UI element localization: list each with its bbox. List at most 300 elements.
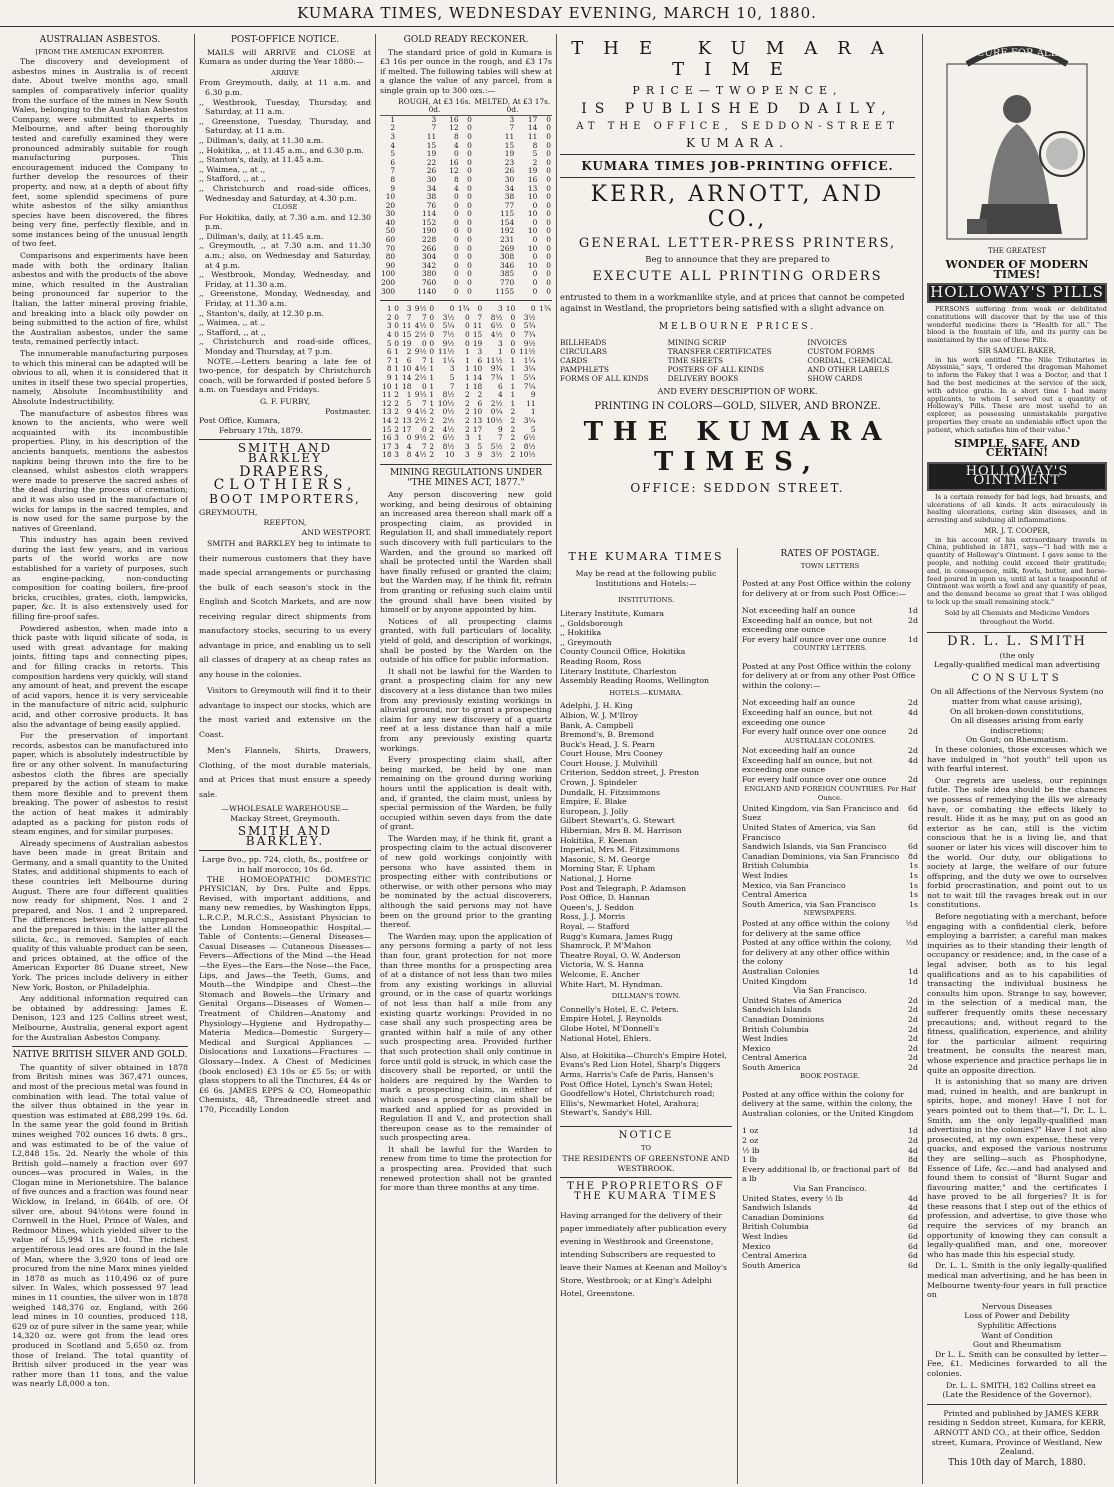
asbestos-source: [FROM THE AMERICAN EXPORTER. (35, 47, 165, 56)
country-rates (742, 698, 918, 736)
rate-row (742, 1165, 918, 1184)
mining-paragraph: It shall be lawful for the Warden to renew from time to time the protection for a prospecting area. Provided that such renewed protection shall not be granted for more than three months at any time. (380, 1144, 552, 1193)
holloway-sold: Sold by all Chemists and Medicine Vendors throughout the World. (944, 608, 1090, 627)
gold-cell: 19 (402, 338, 412, 348)
close-item: ,, Stanton's, daily, at 12.30 p.m. (199, 308, 324, 318)
rate-amount: 2d (908, 1043, 918, 1053)
gold-cell: 342 (422, 260, 437, 270)
gold-cell: 10 (382, 381, 392, 391)
mining-paragraph: Notices of all prospecting claims granted, with full particulars of locality, yield of gold, and description of workings, shall be posted by the Warden on the outside of his office for public information. (380, 616, 552, 665)
holloway-greatest: THE GREATEST (988, 246, 1046, 255)
gold-cell: 9 (497, 424, 503, 434)
gold-cell: 770 (500, 278, 515, 288)
close-heading: CLOSE (272, 203, 298, 212)
gold-cell: 4½ (414, 321, 427, 331)
rate-amount: 4d (908, 1193, 918, 1203)
gold-cell: 10½ (519, 450, 536, 460)
seal-text: CURE FOR ALL (976, 48, 1058, 59)
rate-row (742, 635, 918, 645)
hotel-item: Imperial, Mrs M. Fitzsimmons (560, 845, 680, 855)
gold-cell: 5 (449, 372, 455, 382)
gold-cell: 0 (510, 338, 516, 348)
rate-amount: ½d (905, 918, 918, 928)
gold-cell: 2 (510, 415, 516, 425)
gold-cell: 0 (546, 243, 551, 253)
asbestos-paragraph: The manufacture of asbestos fibres was known to the ancients, who were well acquainted with its incombustible properties. Pliny, in his description of the ancients banquets, mentions the asbestos napkins being thrown into the fire to be cleansed, whilst asbestos cloth wrappers were made to preserve the sacred ashes of the dead during the process of cremation; and it was also used in the manufacture of wicks for lamps in the sacred temples, and is now used for the same purpose by the natives of Greenland. (12, 408, 188, 533)
cooper-text: in his account of his extraordinary travels in China, published in 1871, says—"I had with me a quantity of Holloway's Ointment. I gave some to the people, and nothing could exceed their gratitude; and, in consequence, milk, fowls, butter, and horse-feed poured in upon us, until at last a teaspoonful of Ointment was worth a fowl and any quantity of peas, and the demand became so great that I was obliged to lock up the small remaining stock." (927, 535, 1107, 607)
gold-cell: 8 (390, 174, 396, 184)
rate-row (742, 890, 918, 900)
rate-row (742, 756, 918, 775)
rate-row (742, 1261, 918, 1271)
gold-cell: 13 (527, 183, 538, 193)
gold-cell: 0 (465, 330, 470, 339)
rate-label: British Columbia (742, 1222, 809, 1232)
gold-cell: 1 (406, 390, 412, 400)
rate-row (742, 938, 918, 967)
gold-cell: 10½ (486, 415, 503, 425)
gold-cell: 17 (402, 424, 412, 434)
gold-cell: 1 (510, 372, 516, 382)
rate-label: Not exceeding half an ounce (742, 605, 856, 615)
gold-oz-row (380, 167, 552, 176)
postoffice-place: Post Office, Kumara, (199, 416, 281, 426)
gold-cell: 9 (406, 407, 412, 417)
every-description: AND EVERY DESCRIPTION OF WORK. (657, 386, 818, 396)
gold-cell: 0 (429, 338, 435, 348)
gold-cell: 5 (386, 338, 392, 348)
mining-paragraph: The Warden may, upon the application of any persons forming a party of not less than four, grant protection for not more than three months for a prospecting area of at a distance of not less than two miles from any existing workings in alluvial ground, or in the case of quartz workings of not less than half a mile from any existing quartz workings: Provided in no case shall any such prospecting area be granted within half a mile of any other such prospecting area. Provided further that such protection shall only continue in force until gold is struck, in which case the discovery shall be reported, or until the holders are required by the Warden to mark a prospecting claim, in either of which cases a prospecting claim shall be marked and applied for as provided in Regulation II and V., and protection shall thereupon cease as to the remainder of such prospecting area. (380, 931, 552, 1143)
rate-label: West Indies (742, 1231, 788, 1241)
hotel-item: Bremond's, B. Bremond (560, 730, 655, 740)
column-3 (380, 34, 552, 1484)
smith-consult-fee: Dr L. L. Smith can be consulted by letter—Fee, £1. Medicines forwarded to all the colonies. (927, 1349, 1107, 1378)
gold-cell: 3½ (442, 312, 455, 322)
close-item: ,, Christchurch and road-side offices, Monday and Thursday, at 7 p.m. (199, 337, 371, 356)
divider (560, 1177, 732, 1178)
institutions-heading: INSTITUTIONS. (617, 596, 675, 605)
gold-cell: 1 (465, 355, 470, 365)
times-line5: KUMARA. (685, 136, 790, 150)
gold-cell: 346 (500, 260, 515, 270)
gold-cell: 10 (472, 407, 483, 417)
rate-amount: 1d (908, 966, 918, 976)
institution-item: Assembly Reading Rooms, Wellington (560, 676, 710, 686)
printing-service-item: DELIVERY BOOKS (667, 374, 739, 384)
arrive-item: ,, Stanton's, daily, at 11.45 a.m. (199, 155, 324, 165)
institution-item: County Council Office, Hokitika (560, 647, 686, 657)
gold-cell: 38 (426, 192, 437, 202)
rate-amount: 2d (908, 1062, 918, 1072)
divider (199, 439, 371, 440)
homeopathic-lead: Large 8vo., pp. 724, cloth, 8s., postfree or in half morocco, 10s 6d. (201, 855, 369, 875)
mining-title: MINING REGULATIONS UNDER "THE MINES ACT, 1877." (389, 467, 543, 488)
gold-cell: 5 (532, 149, 538, 159)
institutions-intro: May be read at the following public Institutions and Hotels:— (575, 569, 717, 588)
gold-cell: 0 (532, 217, 538, 227)
simple-safe-certain: SIMPLE, SAFE, AND CERTAIN! (954, 436, 1080, 460)
hotels-list (560, 701, 732, 989)
gold-cell: 9½ (442, 338, 455, 348)
divider (560, 177, 915, 178)
smith-legally: Legally-qualified medical man advertising (934, 660, 1100, 670)
gold-cell: 26 (504, 166, 515, 176)
gold-cell: 9 (390, 183, 396, 193)
hotel-item: National, J. Horne (560, 874, 632, 883)
divider (12, 1046, 188, 1047)
book-rates (742, 1126, 918, 1184)
rate-label: Australian Colonies (742, 966, 820, 976)
smith-consult-lines (927, 687, 1107, 745)
rate-row (742, 775, 918, 785)
rate-label: 1 oz (742, 1126, 759, 1136)
gold-cell: 7 (390, 166, 396, 176)
arrive-item: ,, Westbrook, Tuesday, Thursday, and Saturday, at 11 a.m. (199, 97, 371, 117)
gold-cell: 0 (510, 321, 516, 331)
gold-cell: 10 (527, 260, 538, 270)
gold-cell: 5 (477, 441, 483, 451)
gold-oz-row (380, 253, 552, 262)
rate-label: Posted at any office within the colony, for delivery at any other office within the colony (742, 938, 892, 967)
sf2-rates (742, 1194, 918, 1271)
gold-cell: 0 (394, 321, 399, 331)
printing-service-item: CUSTOM FORMS (807, 346, 875, 356)
gold-cell: 11 (402, 321, 412, 331)
rate-amount: 6d (908, 1212, 918, 1222)
gold-cell: 0 (467, 269, 472, 279)
gold-cell: 2 (510, 441, 516, 451)
gold-cell: 0 (453, 235, 459, 245)
asbestos-paragraph: Any additional information required can be obtained by addressing: James E. Denison, 123 and 125 Collins street west, Melbourne, Australia, general export agent for the Australian Asbestos Company. (12, 994, 188, 1042)
printing-service-item: PAMPHLETS (560, 365, 609, 375)
sf-rates (742, 996, 918, 1073)
rate-row (742, 616, 918, 635)
gold-cell: 4 (406, 441, 412, 451)
times-office: OFFICE: SEDDON STREET. (630, 480, 845, 495)
asbestos-paragraph: The discovery and development of asbestos mines in Australia is of recent date. About twelve months ago, small samples of comparatively inferior quality from the surface of the mines in New South Wales, belonging to the Australian Asbestos Company, were submitted to experts in Melbourne, and after being thoroughly tested and carefully examined they were pronounced admirably suitable for rough manufacturing purposes. This encouragement induced the Company to further develop the resources of their property, and now, at a depth of about fifty feet, some splendid specimens of pure white asbestos of the silky amianthus species have been discovered, the fibres being very fine, perfectly flexible, and in some instances being of the unusual length of two feet. (12, 57, 188, 249)
gold-cell: 0 (477, 304, 483, 314)
gold-cell: 1¼ (523, 355, 536, 365)
printing-service-item: INVOICES (807, 337, 848, 347)
gold-cell: 7 (421, 312, 427, 322)
gold-cell: 50 (385, 226, 396, 236)
homeopathic-text: THE HOMOEOPATHIC DOMESTIC PHYSICIAN, by Drs. Pulte and Epps. Revised, with important additions, and many new remedies, by Washington Epps, L.R.C.P., M.R.C.S., Assistant Physician to the London Homoeopathic Hospital.—Table of Contents:—General Diseases—Casual Diseases — Cutaneous Diseases—Fevers—Affections of the Mind —the Head—the Eyes—the Ears—the Nose—the Face, Lips, and Jaws—the Teeth, Gums, and Mouth—the Windpipe and Chest—the Stomach and Bowels—the Urinary and Genital Organs—Diseases of Women—Treatment of Children—Anatomy and Physiology—Hygiene and Hydropathy—Materia Medica—Domestic Surgery—Medical and Surgical Appliances —Dislocations and Luxations—Fractures —Glossary—Index. A Chest of Medicines (book enclosed) £3 10s or £5 5s; or with glass stoppers to all the Tinctures, £4 4s or £6 6s. JAMES EPPS & CO, Homeopathic Chemists, 48, Threadneedle street and 170, Piccadilly London (199, 874, 371, 1114)
gold-oz-row (380, 202, 552, 211)
gold-oz-row (380, 133, 552, 142)
gold-cell: 0 (546, 157, 551, 167)
gold-cell: 0 (406, 433, 412, 443)
town-heading: TOWN LETTERS (800, 561, 860, 570)
gold-cell: 0 (546, 174, 551, 184)
masthead: KUMARA TIMES, WEDNESDAY EVENING, MARCH 10, 1880. (0, 4, 1114, 27)
gold-cell: 13 (472, 415, 483, 425)
divider (199, 850, 371, 851)
gold-cell: 12 (382, 398, 392, 408)
asbestos-paragraph: This industry has again been revived during the last few years, and in various parts of the world works are now established for a variety of purposes, such as engine-packing, non-conducting composition for coating boilers, fire-proof bricks, crucibles, grates, cloth, lampwicks, paper, &c. It is also extensively used for filling fire-proof safes. (12, 535, 188, 622)
rate-amount: 2d (908, 995, 918, 1005)
gold-cell: 10 (527, 192, 538, 202)
gold-cell: 4 (386, 330, 392, 339)
rate-row (742, 1034, 918, 1044)
rate-label: United States, every ½ lb (742, 1193, 843, 1203)
gold-cell: 6½ (490, 321, 503, 331)
gold-cell: 7 (421, 398, 427, 408)
gold-cell: 11 (426, 131, 437, 141)
gold-cell: 0 (453, 200, 459, 210)
gold-cell: 16 (382, 433, 392, 443)
gold-cell: 17 (472, 424, 483, 434)
close-item: ,, Greenstone, Monday, Wednesday, and Friday, at 11.30 a.m. (199, 289, 371, 309)
hotel-item: Court House, J. Mulvihill (560, 758, 658, 768)
gold-cell: 2 (532, 157, 538, 167)
gold-cell: 0 (394, 330, 399, 339)
rate-amount: 1d (908, 1126, 918, 1136)
rate-label: United Kingdom, via San Francisco and Suez (742, 803, 900, 823)
gold-cell: 2 (510, 433, 516, 443)
gold-cell: 114 (422, 209, 437, 219)
baker-text: in his work entitled "The Nile Tributaries in Abyssinia," says, "I ordered the dragoman Mahomet to inform the Fakey that I was a Doctor, and that I had the best medicines at the service of the sick, with advice gratis. In a short time I had many applicants, to whom I served out a quantity of Holloway's Pills. These are most useful to an explorer, as possessing unmistakable purgative properties they create an undeniable effect upon the patient, which satisfies him of their value." (927, 355, 1107, 434)
gold-cell: 19 (504, 149, 515, 159)
rate-amount: 4d (908, 1203, 918, 1213)
gold-cell: 16 (449, 114, 459, 124)
cooper-name: MR. J. T. COOPER, (984, 527, 1050, 536)
rate-row (742, 823, 918, 842)
gold-cell: 300 (381, 286, 396, 296)
gold-cell: 0 (453, 269, 459, 279)
gold-cell: 8½ (523, 441, 536, 451)
close-item: ,, Dillman's, daily, at 11.45 a.m. (199, 231, 324, 241)
gold-cell: 1155 (495, 286, 515, 296)
gold-cell: 0 (453, 217, 459, 227)
rate-amount: 2d (908, 1024, 918, 1034)
gold-cell: 76 (426, 200, 437, 210)
rate-amount: 4d (908, 707, 918, 717)
gold-cell: 2 (510, 450, 516, 460)
rate-amount: ½d (905, 938, 918, 948)
rate-label: Every additional lb, or fractional part of a lb (742, 1164, 900, 1184)
rate-row (742, 698, 918, 708)
gold-dwt-table (380, 305, 552, 460)
rate-label: West Indies (742, 871, 788, 880)
gold-cell: 0 (394, 312, 399, 322)
gold-cell: 1 (497, 347, 503, 357)
asbestos-paragraph: The innumerable manufacturing purposes to which this mineral can be adapted will be obvious to all, when it is considered that it unites in itself these two special properties, namely, Absolute Incombustibility and Absolute Indestructibility. (12, 349, 188, 406)
smith-paragraph: Our regrets are useless, our repinings futile. The sole idea should be the chances we possess of remedying the ills we already have, or combating the effects likely to result. Hide it as he may, put on as good an exterior as he can, still is the victim conscious that he is a living lie, and that sooner or later his vices will discover him to the world. Our duty, our obligations to society at large, the welfare of our future offspring, and the duty we owe to ourselves forbid procrastination, and point out to us not to wait till the ravages break out in our constitutions. (927, 775, 1107, 910)
rate-label: South America (742, 1260, 801, 1270)
asbestos-paragraph: Comparisons and experiments have been made with both the ordinary Italian asbestos and with the products of the above mine, which resulted in the Australian being pronounced far superior to the Italian, the latter mineral proving friable, and breaking into a black oily powder on being submitted to the action of fire, whilst the Australian asbestos, under the same tests, remained perfectly intact. (12, 251, 188, 347)
kerr-arnott-title: KERR, ARNOTT, AND CO., (590, 182, 885, 232)
close-list (199, 213, 371, 357)
postmaster-signature: G. F. FURBY, (259, 396, 311, 406)
gold-cell: 385 (500, 269, 515, 279)
institution-item: ,, Greymouth (560, 637, 612, 647)
gold-cell: 1 (465, 364, 470, 374)
gold-cell: 9 (530, 390, 536, 400)
gold-cell: 0 (467, 131, 472, 141)
gold-cell: 3 (465, 441, 470, 451)
job-printing-title: KUMARA TIMES JOB-PRINTING OFFICE. (581, 159, 894, 173)
gold-cell: 15 (382, 424, 392, 434)
gold-cell: 12 (449, 123, 459, 133)
drapers-paragraph: Visitors to Greymouth will find it to their advantage to inspect our stocks, which are the most varied and extensive on the Coast. (199, 686, 371, 739)
gold-cell: 2 (510, 407, 516, 417)
gold-cell: 2 (394, 398, 399, 408)
rate-row (742, 746, 918, 756)
gold-cell: 19 (472, 338, 483, 348)
gold-cell: 1¼ (442, 355, 455, 365)
divider (380, 464, 552, 465)
rate-label: Central America (742, 890, 807, 900)
printing-service-item: SHOW CARDS (807, 374, 863, 384)
drapers-body (199, 537, 371, 802)
gold-cell: 8 (532, 140, 538, 150)
gold-cell: 0 (467, 174, 472, 184)
dillman-item: Connelly's Hotel, E. C. Peters. (560, 1004, 679, 1014)
printing-services-grid (560, 338, 915, 384)
gold-cell: 19 (426, 149, 437, 159)
hotel-item: Queen's, J. Seddon (560, 902, 634, 912)
drapers-warehouse: —WHOLESALE WAREHOUSE— (221, 804, 349, 814)
gold-cell: 0 (546, 217, 551, 227)
gold-cell: 7¾ (523, 330, 536, 339)
book-intro: Posted at any office within the colony for delivery at the same, within the colony, the Australian colonies, or the United Kingdom (742, 1089, 914, 1119)
asbestos-paragraph: Already specimens of Australian asbestos have been made in great Britain and Germany, and a small quantity to the United States, and additional shipments to each of these countries left Melbourne during August. There are four different qualities now ready for shipment, Nos. 1 and 2 prepared, and Nos. 1 and 2 unprepared. The differences between the unprepared and the prepared in this: in the latter all the silicia, &c., is removed. Samples of each quality of this valuable product can be seen, and prices obtained, at the office of the American Exporter 86 Duane street, New York. The prices include delivery in either New York, Boston, or Philadelphia. (12, 838, 188, 992)
rate-label: British Columbia (742, 1024, 809, 1034)
hotel-item: Criterion, Seddon street, J. Preston (560, 768, 700, 778)
column-rule (194, 34, 195, 1484)
divider (927, 632, 1107, 633)
gold-cell: 18 (382, 450, 392, 460)
gold-cell: 0 (453, 226, 459, 236)
rate-amount: 2d (908, 615, 918, 625)
gold-cell: 380 (422, 269, 437, 279)
rate-amount: 2d (908, 698, 918, 708)
gold-title: GOLD READY RECKONER. (403, 35, 529, 45)
gold-oz-row (380, 279, 552, 288)
gold-cell: 0 (467, 252, 472, 262)
hotel-item: Gilbert Stewart's, G. Stewart (560, 816, 675, 826)
gold-cell: 0 (546, 278, 551, 288)
news-heading: NEWSPAPERS. (803, 909, 857, 918)
gold-oz-row (380, 245, 552, 254)
rate-amount: 2d (908, 1005, 918, 1015)
gold-cell: 34 (504, 183, 515, 193)
gold-cell: 11 (472, 321, 483, 331)
rate-amount: 1d (908, 976, 918, 986)
gold-cell: 0 (530, 304, 536, 314)
gold-cell: 18 (472, 381, 483, 391)
rate-label: Canadian Dominions (742, 1014, 824, 1024)
dillman-item: National Hotel, Ehlers. (560, 1033, 652, 1043)
gold-cell: 0 (421, 381, 427, 391)
rate-label: Mexico (742, 1043, 771, 1053)
rate-row (742, 842, 918, 852)
silver-paragraph: The quantity of silver obtained in 1878 from British mines was 367,471 ounces, and most of the precious metal was found in combination with lead. The total value of the silver thus obtained in the year in question was estimated at £88,299 19s. 6d. In the same year the gold found in British mines weighed 702 ounces 16 dwts. 8 grs., and was estimated to be of the value of L2,848 15s. 2d. Nearly the whole of this British gold—namely a fraction over 697 ounces—was procured in Wales, in the Clogan mine in Merionetshire. The balance of five ounces and a fraction was found near Wicklow, in Ireland, in 664lb. of ore. Of silver ore, about 94½tons were found in Cornwell in the Huel, Prince of Wales, and Redmoor Mines, which yielded silver to the value of L5,994 11s. 10d. The richest argentiferous lead ores are found in the Isle of Man, where the 3,920 tons of lead ore procured from the nine Manx mines yielded in 1878 as much as 110,496 oz of pure silver. In Wales, which possessed 97 lead mines in 11 counties, the silver won in 1878 weighed 148,376 oz. England, with 266 lead mines in 10 counties, produced 118, 629 oz of pure silver in the same year, while 14,320 oz. were got from the lead ores produced in Scotland and 5,650 oz. from those of Ireland. The total quantity of British silver produced in the year was rather more than 11 tons, and the value was nearly L8,000 a ton. (12, 1062, 188, 1389)
rate-amount: 2d (908, 1014, 918, 1024)
rate-label: Posted at any office within the colony for delivery at the same office (742, 918, 891, 938)
gold-cell: 6 (477, 355, 483, 365)
drapers-line1: DRAPERS, (239, 463, 331, 480)
gold-cell: 70 (385, 243, 396, 253)
rate-amount: 6d (908, 823, 918, 833)
gold-cell: 0¼ (490, 407, 503, 417)
dillman-heading: DILLMAN'S TOWN. (611, 992, 681, 1001)
holloway-pills-banner: HOLLOWAY'S PILLS (927, 283, 1107, 303)
gold-cell: 7½ (442, 330, 455, 339)
rate-label: For every half ounce over one ounce (742, 775, 887, 785)
gold-cell: 6 (390, 157, 396, 167)
printer-imprint: Printed and published by JAMES KERR residing n Seddon street, Kumara, for KERR, ARNOTT AND CO., at their office, Seddon street, Kumara, Province of Westland, New Zealand. (927, 1408, 1107, 1457)
column-rule (737, 548, 738, 1484)
gold-cell: 0 (546, 123, 551, 133)
drapers-line2: CLOTHIERS, (213, 477, 357, 494)
gold-cell: 5½ (490, 441, 503, 451)
gold-cell: 2 (429, 433, 435, 443)
gold-cell: 0 (467, 286, 472, 296)
rate-amount: 2d (908, 775, 918, 785)
gold-cell: 5 (406, 398, 412, 408)
gold-cell: 154 (500, 217, 515, 227)
postage-column (742, 548, 918, 1484)
times-line4: AT THE OFFICE, SEDDON-STREET (576, 121, 899, 132)
gold-cell: 0 (429, 304, 435, 314)
town-rates (742, 606, 918, 644)
gold-cell: 2 (465, 407, 470, 417)
gold-cell: 2 (429, 407, 435, 417)
execute-orders: EXECUTE ALL PRINTING ORDERS (592, 269, 883, 284)
gold-cell: 60 (385, 235, 396, 245)
gold-oz-row (380, 185, 552, 194)
gold-cell: 3 (477, 347, 483, 357)
gold-cell: 1 (510, 355, 516, 365)
rate-amount: 1s (909, 861, 918, 871)
close-item: ,, Waimea, ,, at ,, (199, 318, 266, 328)
rate-row (742, 1251, 918, 1261)
gold-cell: 2 (429, 415, 435, 425)
gold-cell: 0 (546, 200, 551, 210)
gold-cell: 11½ (519, 347, 536, 357)
gold-oz-row (380, 262, 552, 271)
gold-cell: 2 (394, 415, 399, 425)
rate-amount: 1d (908, 605, 918, 615)
rate-label: Central America (742, 1053, 807, 1063)
gold-cell: 2½ (414, 415, 427, 425)
gold-cell: 2 (429, 441, 435, 451)
gold-cell: 30 (385, 209, 396, 219)
gold-cell: 9 (386, 372, 392, 382)
gold-cell: 8 (453, 174, 459, 184)
arrive-heading: ARRIVE (271, 68, 299, 77)
gold-cell: 3 (497, 304, 503, 314)
hotel-item: Royal, — Stafford (560, 921, 630, 931)
gold-cell: 11½ (437, 347, 455, 357)
smith-condition: Nervous Diseases (981, 1301, 1053, 1311)
rate-label: South America, via San Francisco (742, 899, 876, 909)
printing-service-item: TIME SHEETS (667, 356, 724, 365)
gold-cell: 8 (453, 131, 459, 141)
gold-cell: 8½ (442, 441, 455, 451)
dillman-item: Globe Hotel, M'Donnell's (560, 1023, 660, 1033)
gold-cell: 11½ (486, 355, 503, 365)
gold-cell: 2½ (442, 415, 455, 425)
gold-cell: 22 (426, 157, 437, 167)
rate-row (742, 804, 918, 823)
rate-label: 1 lb (742, 1155, 757, 1165)
mining-paragraph: The Warden may, if he think fit, grant a prospecting claim to the actual discoverer of new gold workings conjointly with persons who have assisted them in prospecting either with contributions or otherwise, or with other persons who may be nominated by the actual discoverers, although the said persons may not have been on the ground prior to the granting thereof. (380, 833, 552, 930)
news-rates (742, 919, 918, 986)
gold-cell: 0 (453, 260, 459, 270)
column-rule (375, 34, 376, 1484)
